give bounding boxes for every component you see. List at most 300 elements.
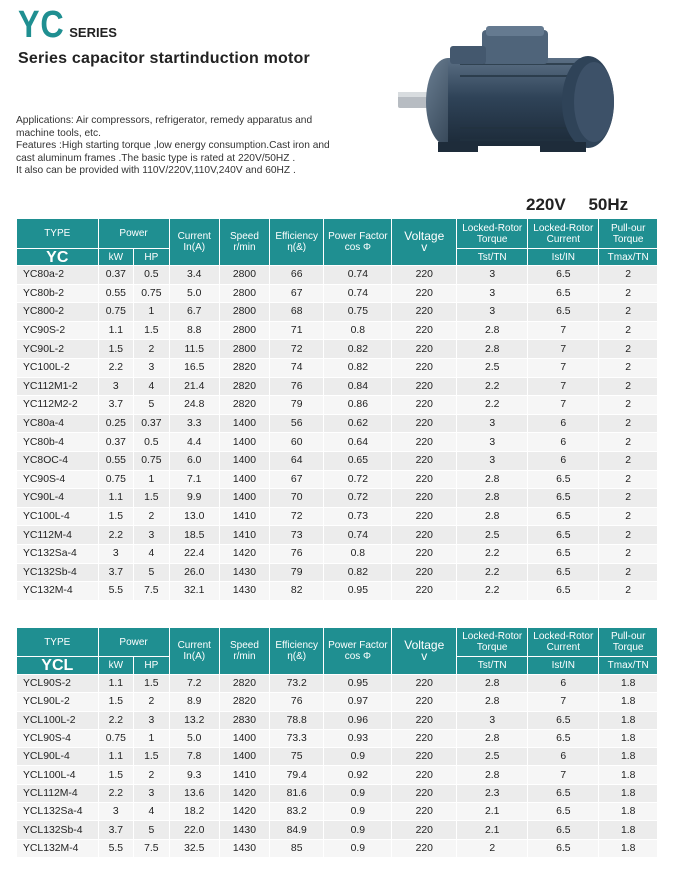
cell-current: 13.0 [169, 507, 219, 526]
cell-locked-current: 6 [528, 675, 599, 693]
cell-speed: 1410 [219, 526, 269, 545]
th-locked-current-unit: Ist/IN [528, 249, 599, 266]
features-text: Features :High starting torque ,low energy consumption.Cast iron and cast aluminum frames .The basic type is rated at 220V/50HZ . [16, 140, 330, 164]
cell-locked-current: 6 [528, 414, 599, 433]
cell-voltage: 220 [392, 675, 457, 693]
cell-efficiency: 72 [270, 340, 324, 359]
cell-pullout: 2 [599, 507, 658, 526]
cell-model: YC80a-4 [17, 414, 99, 433]
cell-pullout: 1.8 [599, 711, 658, 729]
th-locked-torque: Locked-Rotor Torque [457, 628, 528, 657]
cell-voltage: 220 [392, 358, 457, 377]
cell-efficiency: 76 [270, 377, 324, 396]
cell-locked-torque: 2.5 [457, 526, 528, 545]
cell-efficiency: 79 [270, 563, 324, 582]
cell-locked-current: 6 [528, 451, 599, 470]
cell-pullout: 2 [599, 358, 658, 377]
cell-kw: 2.2 [98, 526, 134, 545]
cell-voltage: 220 [392, 803, 457, 821]
cell-voltage: 220 [392, 377, 457, 396]
cell-voltage: 220 [392, 821, 457, 839]
cell-locked-torque: 2.2 [457, 396, 528, 415]
cell-kw: 2.2 [98, 784, 134, 802]
cell-current: 21.4 [169, 377, 219, 396]
cell-pullout: 2 [599, 489, 658, 508]
th-locked-torque: Locked-Rotor Torque [457, 219, 528, 249]
cell-kw: 3 [98, 544, 134, 563]
th-pullout: Pull-our Torque [599, 628, 658, 657]
cell-locked-torque: 2.3 [457, 784, 528, 802]
cell-voltage: 220 [392, 748, 457, 766]
cell-model: YCL100L-4 [17, 766, 99, 784]
th-power: Power [98, 219, 169, 249]
cell-current: 11.5 [169, 340, 219, 359]
table-row [17, 526, 658, 545]
cell-efficiency: 72 [270, 507, 324, 526]
cell-efficiency: 67 [270, 470, 324, 489]
table-row [17, 693, 658, 711]
table-row [17, 266, 658, 285]
cell-hp: 0.75 [134, 284, 170, 303]
cell-speed: 2800 [219, 303, 269, 322]
cell-power-factor: 0.72 [324, 470, 392, 489]
cell-voltage: 220 [392, 266, 457, 285]
cell-power-factor: 0.86 [324, 396, 392, 415]
cell-speed: 1430 [219, 582, 269, 601]
page-title [18, 4, 117, 47]
cell-power-factor: 0.62 [324, 414, 392, 433]
cell-model: YCL100L-2 [17, 711, 99, 729]
cell-model: YC132Sa-4 [17, 544, 99, 563]
cell-current: 5.0 [169, 284, 219, 303]
table-row [17, 303, 658, 322]
cell-locked-current: 6 [528, 748, 599, 766]
cell-locked-torque: 3 [457, 266, 528, 285]
cell-model: YCL132M-4 [17, 839, 99, 857]
cell-speed: 1410 [219, 507, 269, 526]
cell-locked-current: 6.5 [528, 489, 599, 508]
th-hp: HP [134, 657, 170, 675]
description [16, 115, 346, 178]
motor-image [390, 20, 625, 190]
cell-efficiency: 73 [270, 526, 324, 545]
cell-hp: 5 [134, 563, 170, 582]
cell-locked-current: 6.5 [528, 507, 599, 526]
cell-locked-current: 6.5 [528, 470, 599, 489]
cell-speed: 1400 [219, 489, 269, 508]
cell-hp: 0.5 [134, 266, 170, 285]
table-row [17, 340, 658, 359]
rating-voltage: 220V [526, 195, 566, 214]
cell-hp: 1 [134, 729, 170, 747]
cell-kw: 1.1 [98, 675, 134, 693]
table-row [17, 803, 658, 821]
th-efficiency: Efficiency η(&) [270, 219, 324, 266]
cell-locked-torque: 2.8 [457, 470, 528, 489]
cell-model: YCL90L-2 [17, 693, 99, 711]
table-row [17, 675, 658, 693]
table-row [17, 729, 658, 747]
cell-locked-current: 6.5 [528, 711, 599, 729]
cell-voltage: 220 [392, 470, 457, 489]
cell-pullout: 2 [599, 451, 658, 470]
table-row [17, 377, 658, 396]
cell-locked-torque: 3 [457, 433, 528, 452]
cell-pullout: 2 [599, 266, 658, 285]
cell-pullout: 1.8 [599, 693, 658, 711]
cell-kw: 1.5 [98, 507, 134, 526]
th-locked-current: Locked-Rotor Current [528, 628, 599, 657]
cell-power-factor: 0.95 [324, 675, 392, 693]
cell-hp: 4 [134, 544, 170, 563]
rating-frequency: 50Hz [588, 195, 629, 214]
cell-current: 22.0 [169, 821, 219, 839]
cell-kw: 3.7 [98, 563, 134, 582]
cell-pullout: 2 [599, 582, 658, 601]
cell-power-factor: 0.8 [324, 321, 392, 340]
cell-current: 13.2 [169, 711, 219, 729]
cell-power-factor: 0.74 [324, 526, 392, 545]
cell-kw: 1.5 [98, 766, 134, 784]
cell-efficiency: 78.8 [270, 711, 324, 729]
cell-current: 26.0 [169, 563, 219, 582]
th-pullout-unit: Tmax/TN [599, 657, 658, 675]
cell-kw: 0.75 [98, 303, 134, 322]
cell-voltage: 220 [392, 284, 457, 303]
cell-voltage: 220 [392, 784, 457, 802]
cell-power-factor: 0.93 [324, 729, 392, 747]
table-row [17, 839, 658, 857]
cell-locked-current: 6.5 [528, 839, 599, 857]
cell-power-factor: 0.95 [324, 582, 392, 601]
th-type: TYPE [17, 219, 99, 249]
cell-locked-torque: 2.8 [457, 507, 528, 526]
cell-voltage: 220 [392, 303, 457, 322]
cell-power-factor: 0.65 [324, 451, 392, 470]
cell-efficiency: 73.3 [270, 729, 324, 747]
cell-kw: 3.7 [98, 396, 134, 415]
cell-model: YCL90S-4 [17, 729, 99, 747]
table-row [17, 396, 658, 415]
cell-model: YC80b-4 [17, 433, 99, 452]
cell-speed: 2800 [219, 321, 269, 340]
cell-locked-torque: 3 [457, 711, 528, 729]
cell-hp: 5 [134, 821, 170, 839]
cell-efficiency: 79 [270, 396, 324, 415]
cell-speed: 1430 [219, 563, 269, 582]
cell-speed: 1420 [219, 803, 269, 821]
cell-efficiency: 71 [270, 321, 324, 340]
cell-locked-current: 7 [528, 321, 599, 340]
cell-locked-current: 7 [528, 693, 599, 711]
cell-speed: 2830 [219, 711, 269, 729]
cell-hp: 3 [134, 711, 170, 729]
cell-locked-current: 6.5 [528, 803, 599, 821]
cell-efficiency: 76 [270, 693, 324, 711]
cell-locked-current: 6 [528, 433, 599, 452]
cell-power-factor: 0.75 [324, 303, 392, 322]
cell-model: YC90S-4 [17, 470, 99, 489]
cell-model: YCL112M-4 [17, 784, 99, 802]
cell-speed: 1400 [219, 414, 269, 433]
cell-current: 7.1 [169, 470, 219, 489]
table-row [17, 414, 658, 433]
th-power-factor: Power Factor cos Φ [324, 219, 392, 266]
table-row [17, 470, 658, 489]
cell-hp: 1 [134, 470, 170, 489]
cell-current: 8.9 [169, 693, 219, 711]
cell-voltage: 220 [392, 544, 457, 563]
cell-model: YC112M-4 [17, 526, 99, 545]
cell-hp: 7.5 [134, 582, 170, 601]
cell-locked-current: 6.5 [528, 729, 599, 747]
cell-hp: 4 [134, 377, 170, 396]
cell-power-factor: 0.64 [324, 433, 392, 452]
cell-model: YC112M1-2 [17, 377, 99, 396]
cell-pullout: 2 [599, 284, 658, 303]
cell-model: YC100L-2 [17, 358, 99, 377]
extra-text: It also can be provided with 110V/220V,110V,240V and 60HZ . [16, 165, 296, 177]
th-power: Power [98, 628, 169, 657]
th-speed: Speed r/min [219, 219, 269, 266]
cell-locked-current: 6.5 [528, 266, 599, 285]
cell-voltage: 220 [392, 489, 457, 508]
table-row [17, 766, 658, 784]
cell-pullout: 2 [599, 321, 658, 340]
th-series: YC [17, 249, 99, 266]
th-locked-torque-unit: Tst/TN [457, 657, 528, 675]
cell-power-factor: 0.9 [324, 803, 392, 821]
th-voltage: Voltage v [392, 219, 457, 266]
cell-efficiency: 66 [270, 266, 324, 285]
cell-power-factor: 0.8 [324, 544, 392, 563]
cell-speed: 1400 [219, 729, 269, 747]
cell-hp: 1.5 [134, 675, 170, 693]
cell-kw: 2.2 [98, 711, 134, 729]
cell-locked-current: 6.5 [528, 544, 599, 563]
cell-model: YCL90S-2 [17, 675, 99, 693]
cell-pullout: 2 [599, 563, 658, 582]
cell-speed: 1400 [219, 470, 269, 489]
cell-efficiency: 70 [270, 489, 324, 508]
cell-efficiency: 76 [270, 544, 324, 563]
cell-current: 7.2 [169, 675, 219, 693]
th-speed: Speed r/min [219, 628, 269, 675]
table-row [17, 544, 658, 563]
cell-kw: 0.25 [98, 414, 134, 433]
th-current: Current In(A) [169, 628, 219, 675]
table-row [17, 821, 658, 839]
cell-power-factor: 0.9 [324, 784, 392, 802]
table-row [17, 711, 658, 729]
cell-pullout: 1.8 [599, 821, 658, 839]
cell-efficiency: 68 [270, 303, 324, 322]
cell-speed: 1400 [219, 748, 269, 766]
cell-locked-current: 7 [528, 396, 599, 415]
cell-voltage: 220 [392, 711, 457, 729]
cell-hp: 3 [134, 784, 170, 802]
cell-current: 4.4 [169, 433, 219, 452]
cell-locked-torque: 2.8 [457, 340, 528, 359]
cell-locked-current: 7 [528, 340, 599, 359]
cell-power-factor: 0.74 [324, 266, 392, 285]
cell-power-factor: 0.92 [324, 766, 392, 784]
cell-locked-torque: 2 [457, 839, 528, 857]
title-series: SERIES [69, 25, 117, 40]
cell-model: YC132M-4 [17, 582, 99, 601]
cell-pullout: 2 [599, 470, 658, 489]
cell-hp: 1.5 [134, 748, 170, 766]
cell-current: 8.8 [169, 321, 219, 340]
cell-efficiency: 81.6 [270, 784, 324, 802]
cell-power-factor: 0.96 [324, 711, 392, 729]
table-row [17, 507, 658, 526]
cell-speed: 1400 [219, 433, 269, 452]
cell-locked-current: 6.5 [528, 563, 599, 582]
cell-locked-current: 6.5 [528, 526, 599, 545]
cell-hp: 2 [134, 766, 170, 784]
cell-voltage: 220 [392, 414, 457, 433]
table-row [17, 784, 658, 802]
cell-efficiency: 67 [270, 284, 324, 303]
cell-locked-torque: 2.8 [457, 693, 528, 711]
cell-current: 3.4 [169, 266, 219, 285]
cell-power-factor: 0.97 [324, 693, 392, 711]
cell-kw: 2.2 [98, 358, 134, 377]
cell-kw: 0.55 [98, 451, 134, 470]
cell-speed: 2820 [219, 377, 269, 396]
table-row [17, 563, 658, 582]
cell-model: YC800-2 [17, 303, 99, 322]
cell-kw: 3.7 [98, 821, 134, 839]
cell-kw: 1.5 [98, 340, 134, 359]
cell-efficiency: 79.4 [270, 766, 324, 784]
cell-locked-current: 7 [528, 766, 599, 784]
cell-pullout: 1.8 [599, 784, 658, 802]
cell-locked-torque: 2.2 [457, 582, 528, 601]
yc-table-body [17, 266, 658, 601]
cell-hp: 2 [134, 507, 170, 526]
cell-pullout: 2 [599, 433, 658, 452]
cell-speed: 1420 [219, 784, 269, 802]
cell-power-factor: 0.9 [324, 839, 392, 857]
cell-model: YCL132Sa-4 [17, 803, 99, 821]
cell-locked-current: 7 [528, 377, 599, 396]
cell-locked-torque: 2.2 [457, 377, 528, 396]
cell-locked-current: 6.5 [528, 821, 599, 839]
cell-pullout: 2 [599, 544, 658, 563]
ycl-table-body [17, 675, 658, 858]
cell-model: YCL132Sb-4 [17, 821, 99, 839]
cell-current: 9.9 [169, 489, 219, 508]
cell-power-factor: 0.82 [324, 340, 392, 359]
cell-pullout: 1.8 [599, 675, 658, 693]
cell-pullout: 2 [599, 340, 658, 359]
table-row [17, 748, 658, 766]
cell-locked-torque: 2.8 [457, 321, 528, 340]
cell-voltage: 220 [392, 433, 457, 452]
cell-hp: 2 [134, 340, 170, 359]
cell-kw: 1.1 [98, 748, 134, 766]
table-row [17, 433, 658, 452]
th-series: YCL [17, 657, 99, 675]
cell-efficiency: 56 [270, 414, 324, 433]
cell-kw: 5.5 [98, 839, 134, 857]
cell-locked-current: 6.5 [528, 784, 599, 802]
cell-current: 7.8 [169, 748, 219, 766]
cell-locked-torque: 2.8 [457, 729, 528, 747]
cell-voltage: 220 [392, 321, 457, 340]
cell-speed: 2820 [219, 675, 269, 693]
cell-speed: 1430 [219, 821, 269, 839]
cell-voltage: 220 [392, 693, 457, 711]
cell-model: YC90S-2 [17, 321, 99, 340]
cell-efficiency: 83.2 [270, 803, 324, 821]
cell-current: 24.8 [169, 396, 219, 415]
cell-speed: 2800 [219, 340, 269, 359]
cell-efficiency: 73.2 [270, 675, 324, 693]
th-efficiency: Efficiency η(&) [270, 628, 324, 675]
th-kw: kW [98, 657, 134, 675]
cell-hp: 2 [134, 693, 170, 711]
table-row [17, 451, 658, 470]
cell-pullout: 2 [599, 396, 658, 415]
cell-hp: 3 [134, 526, 170, 545]
cell-power-factor: 0.84 [324, 377, 392, 396]
th-power-factor: Power Factor cos Φ [324, 628, 392, 675]
cell-hp: 1 [134, 303, 170, 322]
th-current: Current In(A) [169, 219, 219, 266]
cell-model: YC100L-4 [17, 507, 99, 526]
table-row [17, 489, 658, 508]
cell-locked-torque: 2.1 [457, 803, 528, 821]
cell-locked-torque: 2.5 [457, 748, 528, 766]
cell-speed: 2820 [219, 358, 269, 377]
cell-voltage: 220 [392, 766, 457, 784]
cell-locked-torque: 2.5 [457, 358, 528, 377]
cell-model: YC80b-2 [17, 284, 99, 303]
cell-power-factor: 0.9 [324, 821, 392, 839]
cell-speed: 1410 [219, 766, 269, 784]
cell-current: 13.6 [169, 784, 219, 802]
cell-hp: 0.5 [134, 433, 170, 452]
cell-kw: 0.75 [98, 729, 134, 747]
cell-kw: 0.37 [98, 433, 134, 452]
cell-voltage: 220 [392, 839, 457, 857]
cell-speed: 2800 [219, 266, 269, 285]
cell-current: 18.5 [169, 526, 219, 545]
cell-hp: 1.5 [134, 321, 170, 340]
cell-current: 6.0 [169, 451, 219, 470]
cell-kw: 1.5 [98, 693, 134, 711]
cell-speed: 2800 [219, 284, 269, 303]
cell-speed: 1400 [219, 451, 269, 470]
cell-current: 32.5 [169, 839, 219, 857]
cell-pullout: 1.8 [599, 803, 658, 821]
cell-voltage: 220 [392, 582, 457, 601]
cell-kw: 5.5 [98, 582, 134, 601]
cell-kw: 3 [98, 803, 134, 821]
cell-kw: 0.37 [98, 266, 134, 285]
th-kw: kW [98, 249, 134, 266]
cell-locked-torque: 2.8 [457, 489, 528, 508]
cell-kw: 3 [98, 377, 134, 396]
th-voltage: Voltage v [392, 628, 457, 675]
applications-text: Applications: Air compressors, refrigerator, remedy apparatus and machine tools, etc. [16, 115, 313, 139]
th-hp: HP [134, 249, 170, 266]
cell-hp: 0.37 [134, 414, 170, 433]
cell-current: 3.3 [169, 414, 219, 433]
